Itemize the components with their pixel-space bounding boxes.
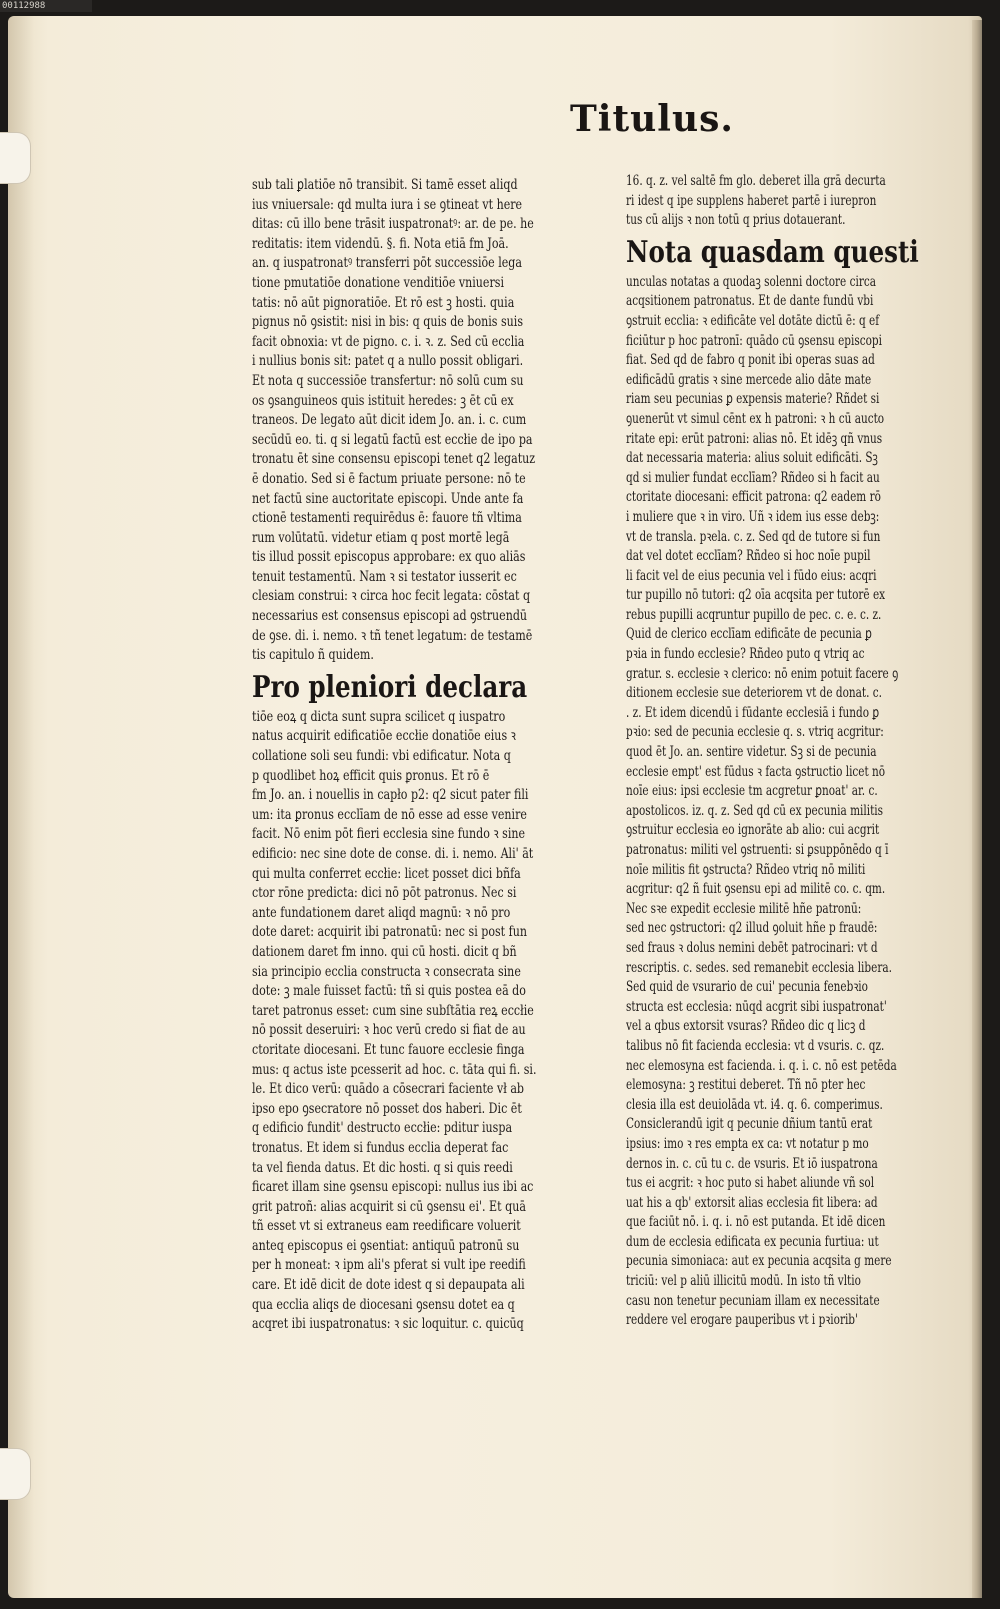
text-line: reditatis: item videndū. §. fi. Nota etiā fm Joā. xyxy=(252,235,509,252)
text-line: le. Et dico verū: quādo a cōsecrari faciente vł ab xyxy=(252,1081,525,1098)
text-line: rebus pupilli acqruntur pupillo de pec. c. e. c. z. xyxy=(626,606,882,623)
text-line: fm Jo. an. i nouellis in capło p2: q2 sicut pater fili xyxy=(252,787,529,804)
text-line: Consiclerandū igit q pecunie dñium tantū erat xyxy=(626,1116,873,1133)
text-line: dat necessaria materia: alius soluit edificāti. Sꝫ xyxy=(626,450,878,467)
text-line: gratur. s. ecclesie ꝛ clerico: nō enim potuit facere ꝯ xyxy=(626,665,899,682)
text-line: ctionē testamenti requirēdus ē: fauore tñ vltima xyxy=(252,510,522,527)
text-line: ficiūtur p hoc patronī: quādo cū ꝯsensu episcopi xyxy=(626,332,882,349)
text-line: pecunia simoniaca: aut ex pecunia acqsita g mere xyxy=(626,1253,892,1270)
text-line: q edificio fundit' destructo eccłie: pditur iuspa xyxy=(252,1120,513,1137)
text-line: ipso epo ꝯsecratore nō posset dos haberi. Dic ēt xyxy=(252,1100,522,1117)
text-line: fiat. Sed qd de fabro q ponit ibi operas suas ad xyxy=(626,352,875,369)
text-line: apostolicos. iz. q. z. Sed qd cū ex pecunia militis xyxy=(626,802,884,819)
right-column xyxy=(626,172,958,1331)
text-line: ꝯuenerūt vt simul cēnt ex h patroni: ꝛ h cū aucto xyxy=(626,410,885,427)
text-line: uat his a qb' extorsit alias ecclesia fit libera: ad xyxy=(626,1194,878,1211)
text-line: tenuit testamentū. Nam ꝛ si testator iusserit ec xyxy=(252,568,517,585)
text-line: net factū sine auctoritate episcopi. Unde ante fa xyxy=(252,490,524,507)
text-line: mus: q actus iste pcesserit ad hoc. c. tāta qui fi. si. xyxy=(252,1061,537,1078)
text-line: tione pmutatiōe donatione venditiōe vniuersi xyxy=(252,274,505,291)
text-line: talibus nō fit facienda ecclesia: vt d vsuris. c. qz. xyxy=(626,1037,885,1054)
text-line: nec elemosyna est facienda. i. q. i. c. nō est petēda xyxy=(626,1057,897,1074)
text-line: pꝛio: sed de pecunia ecclesie q. s. vtriq acgritur: xyxy=(626,724,884,741)
text-line: facit. Nō enim pōt fieri ecclesia sine fundo ꝛ sine xyxy=(252,826,526,843)
text-line: i nullius bonis sit: patet q a nullo possit obligari. xyxy=(252,353,524,370)
text-line: acqsitionem patronatus. Et de dante fundū vbi xyxy=(626,293,874,310)
text-line: Quid de clerico ecclīam edificāte de pecunia ꝑ xyxy=(626,626,872,643)
left-column-text-before xyxy=(252,176,608,666)
text-line: acqret ibi iuspatronatus: ꝛ sic loquitur. c. quicūq xyxy=(252,1316,524,1333)
spine-shadow xyxy=(8,16,34,1598)
text-line: Et nota q successiōe transfertur: nō solū cum su xyxy=(252,372,524,389)
text-line: riam seu pecunias ꝑ expensis materie? Rñdet si xyxy=(626,391,880,408)
page-edge xyxy=(972,20,982,1598)
text-line: qui multa conferret eccłie: licet posset dici bñfa xyxy=(252,865,521,882)
text-line: tiōe eoꝝ q dicta sunt supra scilicet q iuspatro xyxy=(252,708,506,725)
text-line: tronatus. Et idem si fundus ecclia deperat fac xyxy=(252,1139,509,1156)
text-line: traneos. De legato aūt dicit idem Jo. an. i. c. cum xyxy=(252,412,527,429)
text-line: . z. Et idem dicendū i fūdante ecclesiā i fundo ꝑ xyxy=(626,704,880,721)
text-line: ctor rōne predicta: dici nō pōt patronus. Nec si xyxy=(252,885,517,902)
text-line: dernos in. c. cū tu c. de vsuris. Et iō iuspatrona xyxy=(626,1155,878,1172)
text-line: pignus nō ꝯsistit: nisi in bis: q quis de bonis suis xyxy=(252,314,524,331)
text-line: ditionem ecclesie sue deteriorem vt de donat. c. xyxy=(626,685,882,702)
text-line: edificio: nec sine dote de conse. di. i. nemo. Ali' āt xyxy=(252,846,534,862)
text-line: ta vel fienda datus. Et dic hosti. q si quis reedi xyxy=(252,1159,513,1176)
text-line: taret patronus esset: cum sine subſtātia reꝝ eccłie xyxy=(252,1002,534,1019)
text-line: dat vel dotet ecclīam? Rñdeo si hoc noīe pupil xyxy=(626,548,871,565)
text-line: casu non tenetur pecuniam illam ex necessitate xyxy=(626,1292,880,1309)
text-line: ꝯstruitur ecclesia eo ignorāte ab alio: cui acgrit xyxy=(626,822,880,839)
text-line: Nec sꝛe expedit ecclesie militē hñe patronū: xyxy=(626,900,862,917)
text-line: ante fundationem daret aliqd magnū: ꝛ nō pro xyxy=(252,904,511,921)
text-line: ē donatio. Sed si ē factum priuate persone: nō te xyxy=(252,470,526,487)
text-line: clesiam construi: ꝛ circa hoc fecit legata: cōstat q xyxy=(252,588,531,605)
text-line: Sed quid de vsurario de cui' pecunia fenebꝛio xyxy=(626,979,868,996)
text-line: nō possit deseruiri: ꝛ hoc verū credo si fiat de au xyxy=(252,1022,526,1039)
right-column-heading: Nota quasdam questi xyxy=(626,234,919,270)
text-line: patronatus: militi vel ꝯstruenti: si ꝑsuppōnēdo q ī xyxy=(626,842,889,858)
text-line: 16. q. z. vel saltē fm glo. deberet illa grā decurta xyxy=(626,173,886,189)
text-line: elemosyna: ꝫ restitui deberet. Tñ nō pter hec xyxy=(626,1077,866,1094)
text-line: tus ei acgrit: ꝛ hoc puto si habet aliunde vñ sol xyxy=(626,1175,875,1192)
text-line: ius vniuersale: qd multa iura i se ꝯtineat vt here xyxy=(252,196,523,213)
text-line: sed nec ꝯstructori: q2 illud ꝯoluit hñe p fraudē: xyxy=(626,920,878,937)
text-line: sed fraus ꝛ dolus nemini debēt patrocinari: vt d xyxy=(626,939,878,956)
text-line: structa est ecclesia: nūqd acgrit sibi iuspatronat' xyxy=(626,998,887,1015)
text-line: qd si mulier fundat ecclīam? Rñdeo si h facit au xyxy=(626,469,880,486)
text-line: rescriptis. c. sedes. sed remanebit ecclesia libera. xyxy=(626,959,892,976)
left-column xyxy=(252,176,608,1335)
page-tab-bottom xyxy=(0,1448,31,1500)
text-line: facit obnoxia: vt de pigno. c. i. ꝛ. z. Sed cū ecclia xyxy=(252,333,525,350)
text-line: ficaret illam sine ꝯsensu episcopi: nullus ius ibi ac xyxy=(252,1179,534,1196)
text-line: dum de ecclesia edificata ex pecunia furtiua: ut xyxy=(626,1233,879,1250)
text-line: ipsius: imo ꝛ res empta ex ca: vt notatur p mo xyxy=(626,1135,869,1152)
text-line: edificādū gratis ꝛ sine mercede alio dāte mate xyxy=(626,371,872,388)
text-line: necessarius est consensus episcopi ad ꝯstruendū xyxy=(252,608,528,625)
text-line: anteq episcopus ei ꝯsentiat: antiquū patronū su xyxy=(252,1237,520,1254)
text-line: li facit vel de eius pecunia vel i fūdo eius: acqri xyxy=(626,567,877,584)
text-line: clesia illa est deuiolāda vt. i4. q. 6. comperimus. xyxy=(626,1096,883,1113)
text-line: secūdū eo. ti. q si legatū factū est eccłie de ipo pa xyxy=(252,431,533,448)
text-line: triciū: vel p aliū illicitū modū. In isto tñ vltio xyxy=(626,1273,861,1290)
right-column-text-after xyxy=(626,273,958,1331)
text-line: de ꝯse. di. i. nemo. ꝛ tñ tenet legatum: de testamē xyxy=(252,627,533,644)
text-line: an. q iuspatronatꝰ transferri pōt successiōe lega xyxy=(252,255,522,272)
text-line: qua ecclia aliqs de diocesani ꝯsensu dotet ea q xyxy=(252,1296,515,1313)
text-line: ritate epi: erūt patroni: alias nō. Et idēꝫ qñ vnus xyxy=(626,430,883,447)
text-line: natus acquirit edificatiōe eccłie donatiōe eius ꝛ xyxy=(252,728,516,745)
text-line: p quodlibet hoꝝ efficit quis ꝑronus. Et rō ē xyxy=(252,767,490,784)
text-line: pꝛia in fundo ecclesie? Rñdeo puto q vtriq ac xyxy=(626,646,865,663)
left-column-heading: Pro pleniori declara xyxy=(252,669,528,705)
text-line: ecclesie empt' est fūdus ꝛ facta ꝯstructio licet nō xyxy=(626,763,886,780)
text-line: rum volūtatū. videtur etiam q post mortē legā xyxy=(252,529,510,546)
text-line: os ꝯsanguineos quis istituit heredes: ꝫ ēt cū ex xyxy=(252,392,514,409)
text-line: acgritur: q2 ñ fuit ꝯsensu epi ad militē co. c. qm. xyxy=(626,881,886,898)
text-line: ditas: cū illo bene trāsit iuspatronatꝰ: ar. de pe. he xyxy=(252,216,534,233)
text-line: dationem daret fm inno. qui cū hosti. dicit q bñ xyxy=(252,943,517,960)
text-line: vt de transla. pꝛela. c. z. Sed qd de tutore si fun xyxy=(626,528,881,545)
text-line: per h moneat: ꝛ ipm ali's pferat si vult ipe reedifi xyxy=(252,1257,526,1274)
page-tab-top xyxy=(0,132,31,184)
right-column-text-before xyxy=(626,172,958,231)
text-line: grit patroñ: alias acquirit si cū ꝯsensu ei'. Et quā xyxy=(252,1198,526,1215)
text-line: reddere vel erogare pauperibus vt i pꝛiorib' xyxy=(626,1312,858,1329)
text-line: care. Et idē dicit de dote idest q si depaupata ali xyxy=(252,1277,525,1294)
text-line: noīe eius: ipsi ecclesie tm acgretur ꝑnoat' ar. c. xyxy=(626,783,878,800)
text-line: noīe militis fit ꝯstructa? Rñdeo vtriq nō militi xyxy=(626,861,866,878)
text-line: ri idest q ipe supplens haberet partē i iurepron xyxy=(626,192,877,209)
shelf-mark-label: 00112988 xyxy=(0,0,92,12)
text-line: tus cū alijs ꝛ non totū q prius dotauerant. xyxy=(626,212,846,229)
text-line: tatis: nō aūt pignoratiōe. Et rō est ꝫ hosti. quia xyxy=(252,294,515,311)
text-line: vel a qbus extorsit vsuras? Rñdeo dic q licꝫ d xyxy=(626,1018,866,1035)
text-line: tis illud possit episcopus approbare: ex quo aliās xyxy=(252,549,526,566)
text-line: sia principio ecclia constructa ꝛ consecrata sine xyxy=(252,963,521,980)
text-line: tronatu ēt sine consensu episcopi tenet q2 legatuz xyxy=(252,451,536,468)
text-line: quod ēt Jo. an. sentire videtur. Sꝫ si de pecunia xyxy=(626,744,877,761)
text-line: dote daret: acquirit ibi patronatū: nec si post fun xyxy=(252,924,527,941)
text-line: i muliere que ꝛ in viro. Uñ ꝛ idem ius esse debꝫ: xyxy=(626,508,880,525)
text-line: ctoritate diocesani: efficit patrona: q2 eadem rō xyxy=(626,489,881,506)
text-line: um: ita ꝑronus ecclīam de nō esse ad esse venire xyxy=(252,806,527,823)
text-line: tur pupillo nō tutori: q2 oīa acqsita per tutorē ex xyxy=(626,587,886,604)
text-line: ꝯstruit ecclia: ꝛ edificāte vel dotāte dictū ē: q ef xyxy=(626,312,880,329)
text-line: unculas notatas a quodaꝫ solenni doctore circa xyxy=(626,273,876,290)
text-line: sub tali ꝑlatiōe nō transibit. Si tamē esset aliqd xyxy=(252,177,518,193)
text-line: que faciūt nō. i. q. i. nō est putanda. Et idē dicen xyxy=(626,1214,886,1231)
running-title: Titulus. xyxy=(570,98,734,140)
text-line: tñ esset vt si extraneus eam reedificare voluerit xyxy=(252,1218,521,1235)
left-column-text-after xyxy=(252,708,608,1335)
text-line: dote: ꝫ male fuisset factū: tñ si quis postea eā do xyxy=(252,983,526,1000)
text-line: tis capitulo ñ quidem. xyxy=(252,647,374,664)
text-line: collatione soli seu fundi: vbi edificatur. Nota q xyxy=(252,748,511,765)
text-line: ctoritate diocesani. Et tunc fauore ecclesie finga xyxy=(252,1041,525,1058)
